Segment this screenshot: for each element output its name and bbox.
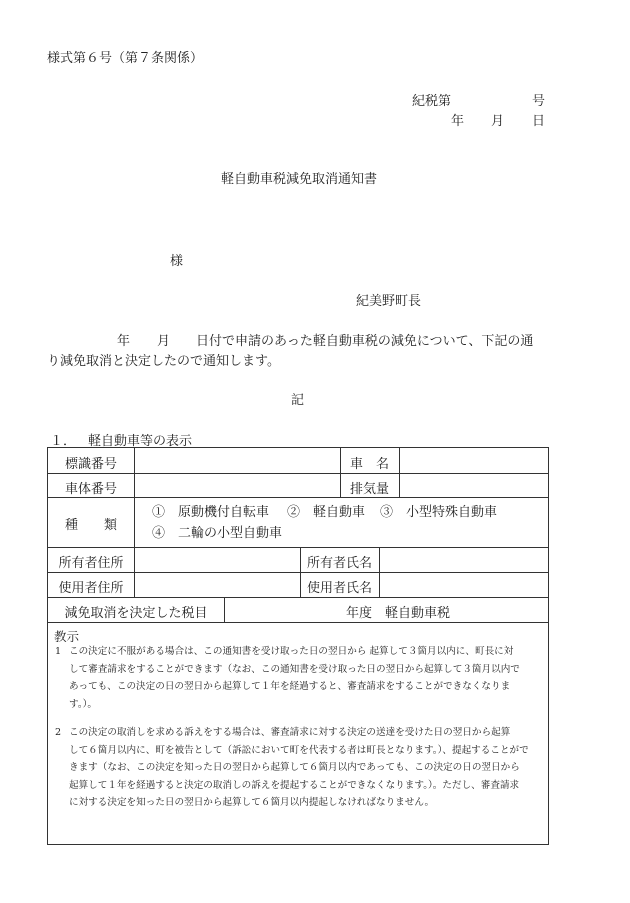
displacement-label: 排気量	[349, 482, 389, 497]
document-title: 軽自動車税減免取消通知書	[221, 172, 378, 187]
body-line2: り減免取消と決定したので通知します。	[47, 354, 280, 369]
doc-number-suffix: 号	[532, 94, 546, 109]
vehicle-type-option: ④ 二輪の小型自動車	[152, 526, 283, 541]
tax-item-label: 減免取消を決定した税目	[64, 606, 208, 621]
instruction-note	[55, 643, 549, 715]
body-month: 月	[157, 334, 171, 349]
owner-address-label: 所有者住所	[58, 556, 124, 571]
vehicle-table	[47, 447, 549, 845]
note-number: 1	[55, 646, 62, 657]
ki-heading: 記	[291, 393, 305, 408]
date-day: 日	[532, 114, 546, 129]
note-line: す。）。	[69, 698, 98, 710]
note-number: 2	[55, 727, 62, 738]
plate-number-label: 標識番号	[64, 457, 117, 472]
vehicle-type-option: ③ 小型特殊自動車	[380, 505, 498, 520]
note-line: きます（なお、この決定を知った日の翌日から起算して６箇月以内であっても、この決定の日の翌日から	[69, 762, 520, 774]
body-year: 年	[117, 334, 131, 349]
note-line: この決定の取消しを求める訴えをする場合は、審査請求に対する決定の送達を受けた日の翌日から起算	[69, 727, 511, 738]
vehicle-type-option: ② 軽自動車	[287, 505, 366, 520]
date-year: 年	[451, 114, 465, 129]
note-line: この決定に不服がある場合は、この通知書を受け取った日の翌日から 起算して３箇月以内に、町長に対	[69, 646, 514, 657]
vehicle-type-label: 種 類	[64, 518, 117, 533]
chassis-number-label: 車体番号	[64, 482, 117, 497]
note-line: に対する決定を知った日の翌日から起算して６箇月以内提起しなければなりません。	[69, 797, 435, 809]
body-line1: 日付で申請のあった軽自動車税の減免について、下記の通	[196, 334, 534, 349]
note-line: して６箇月以内に、町を被告として（訴訟において町を代表する者は町長となります。）、提起することがで	[69, 744, 529, 756]
doc-number-prefix: 紀税第	[412, 94, 452, 109]
recipient-suffix: 様	[170, 254, 184, 269]
user-name-label: 使用者氏名	[306, 581, 372, 596]
date-month: 月	[491, 114, 505, 129]
note-line: あっても、この決定の日の翌日から起算して１年を経過すると、審査請求をすることができなくなりま	[69, 681, 511, 693]
note-line: 起算して１年を経過すると決定の取消しの訴えを提起することができなくなります。）。ただし、審査請求	[69, 779, 520, 791]
issuer: 紀美野町長	[356, 294, 422, 309]
user-address-label: 使用者住所	[58, 581, 124, 596]
owner-name-label: 所有者氏名	[306, 556, 372, 571]
note-line: して審査請求をすることができます（なお、この通知書を受け取った日の翌日から起算して３箇月以内で	[69, 663, 520, 675]
section-number: １．	[50, 434, 77, 449]
form-number: 様式第６号（第７条関係）	[47, 51, 204, 66]
car-name-label: 車 名	[349, 457, 389, 472]
instruction-note	[55, 724, 549, 814]
tax-item-value: 年度 軽自動車税	[346, 606, 451, 621]
section-title: 軽自動車等の表示	[88, 434, 193, 449]
vehicle-type-option: ① 原動機付自転車	[152, 505, 270, 520]
instruction-title: 教示	[54, 629, 80, 644]
